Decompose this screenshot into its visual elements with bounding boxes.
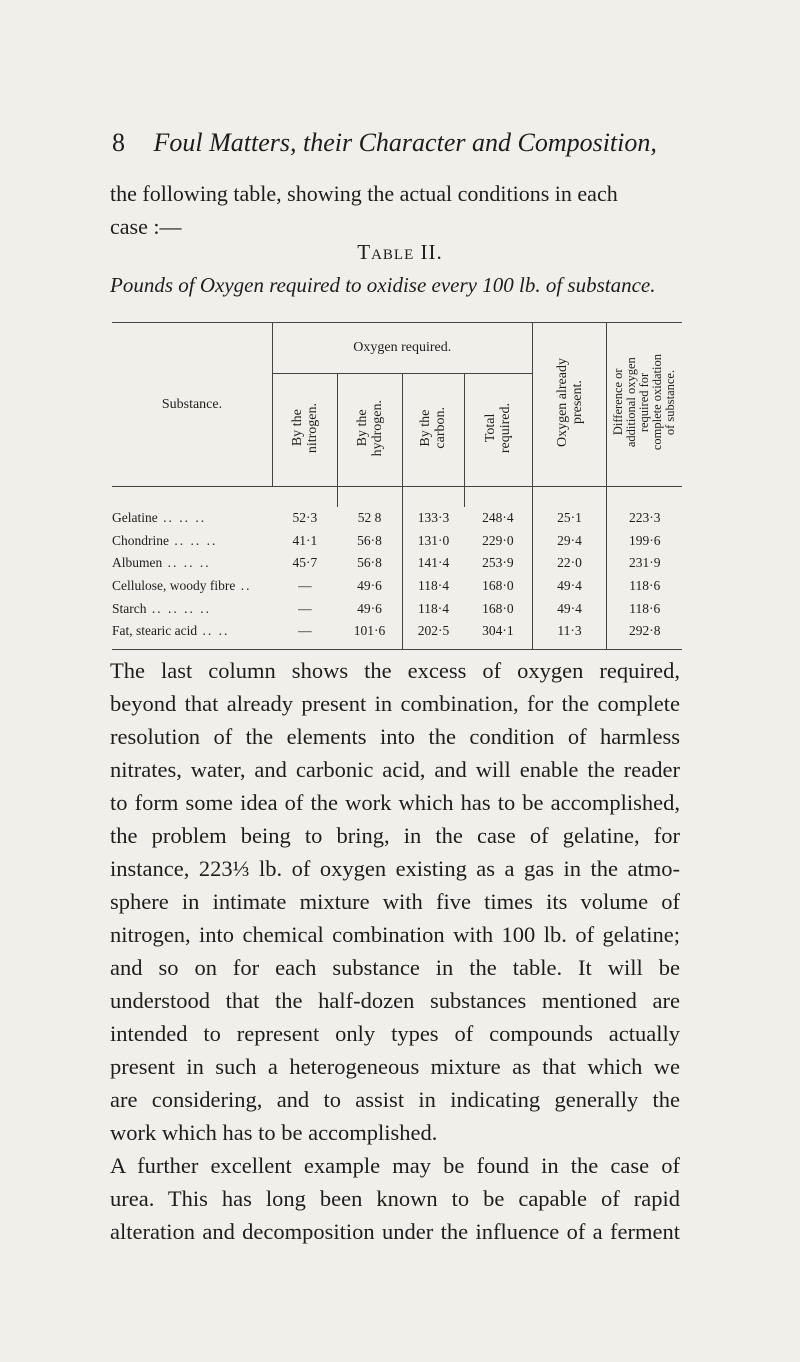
text-line: sphere in intimate mixture with five times its volume of xyxy=(110,889,680,914)
cell-hydrogen: 56·8 xyxy=(357,555,382,571)
cell-carbon: 131·0 xyxy=(402,530,464,553)
cell-present: 25·1 xyxy=(532,507,607,530)
cell-present: 49·4 xyxy=(532,597,607,620)
cell-difference: 292·8 xyxy=(607,620,682,649)
header-line: Total xyxy=(483,413,499,443)
body-text xyxy=(110,654,680,1248)
text-line: urea. This has long been known to be capable of rapid xyxy=(110,1186,680,1211)
header-line: By the xyxy=(354,409,370,447)
page-number: 8 xyxy=(112,128,125,157)
running-head xyxy=(112,128,657,158)
cell-present: 11·3 xyxy=(532,620,607,649)
cell-difference: 118·6 xyxy=(607,575,682,598)
cell-difference: 199·6 xyxy=(607,530,682,553)
cell-hydrogen: 56·8 xyxy=(357,532,382,548)
text-line: resolution of the elements into the condition of harmless xyxy=(110,724,680,749)
cell-present: 29·4 xyxy=(532,530,607,553)
cell-difference: 223·3 xyxy=(607,507,682,530)
cell-total: 168·0 xyxy=(482,600,514,616)
text-line: to form some idea of the work which has to be accomplished, xyxy=(110,790,680,815)
text-line: understood that the half-dozen substances mentioned are xyxy=(110,988,680,1013)
paragraph xyxy=(110,1149,680,1248)
table-row: Albumen .. .. .. 45·7 56·8 141·4 253·9 22·0 231·9 xyxy=(112,552,682,575)
header-by-carbon xyxy=(402,374,464,487)
header-substance: Substance. xyxy=(161,396,223,412)
text-line: The last column shows the excess of oxygen required, xyxy=(110,658,680,683)
intro-text xyxy=(110,177,670,243)
text-line: work which has to be accomplished. xyxy=(110,1120,438,1145)
cell-nitrogen: 41·1 xyxy=(292,532,318,548)
cell-carbon: 118·4 xyxy=(402,597,464,620)
cell-nitrogen: 45·7 xyxy=(292,555,318,571)
table-row: Starch .. .. .. .. — 49·6 118·4 168·0 49·4 118·6 xyxy=(112,597,682,620)
header-total-required xyxy=(464,374,532,487)
header-line: Difference or xyxy=(611,369,626,436)
table-row: Gelatine .. .. .. 52·3 52 8 133·3 248·4 25·1 223·3 xyxy=(112,507,682,530)
cell-hydrogen: 49·6 xyxy=(357,578,382,594)
cell-carbon: 141·4 xyxy=(402,552,464,575)
header-line: Oxygen already xyxy=(554,357,570,448)
cell-nitrogen: — xyxy=(298,623,312,639)
cell-substance: Gelatine xyxy=(112,510,158,526)
header-by-hydrogen xyxy=(337,374,402,487)
text-line: beyond that already present in combination, for the complete xyxy=(110,691,680,716)
header-line: required. xyxy=(498,402,514,454)
cell-total: 304·1 xyxy=(482,623,514,639)
text-line: A further excellent example may be found in the case of xyxy=(110,1153,680,1178)
cell-hydrogen: 101·6 xyxy=(353,623,386,639)
cell-total: 253·9 xyxy=(482,555,514,571)
table-label: Table II. xyxy=(357,240,443,264)
text-line: present in such a heterogeneous mixture as that which we xyxy=(110,1054,680,1079)
cell-carbon: 202·5 xyxy=(402,620,464,649)
cell-substance: Cellulose, woody fibre xyxy=(112,578,236,594)
cell-hydrogen: 52 8 xyxy=(357,510,382,526)
oxygen-table xyxy=(112,322,682,650)
cell-hydrogen: 49·6 xyxy=(357,600,382,616)
table-row: Cellulose, woody fibre .. — 49·6 118·4 168·0 49·4 118·6 xyxy=(112,575,682,598)
cell-nitrogen: — xyxy=(298,600,312,616)
cell-carbon: 118·4 xyxy=(402,575,464,598)
intro-line: case :— xyxy=(110,214,182,239)
cell-difference: 231·9 xyxy=(607,552,682,575)
cell-present: 22·0 xyxy=(532,552,607,575)
cell-difference: 118·6 xyxy=(607,597,682,620)
table-row: Fat, stearic acid .. .. — 101·6 202·5 304·1 11·3 292·8 xyxy=(112,620,682,649)
running-title: Foul Matters, their Character and Composition, xyxy=(153,128,657,157)
header-line: present. xyxy=(569,380,585,425)
text-line: and so on for each substance in the table. It will be xyxy=(110,955,680,980)
text-line: intended to represent only types of compounds actually xyxy=(110,1021,680,1046)
header-line: By the xyxy=(418,409,434,447)
header-line: additional oxygen xyxy=(624,357,639,448)
cell-substance: Starch xyxy=(112,600,147,616)
text-line: nitrates, water, and carbonic acid, and will enable the reader xyxy=(110,757,680,782)
text-line: the problem being to bring, in the case of gelatine, for xyxy=(110,823,680,848)
cell-total: 168·0 xyxy=(482,578,514,594)
cell-substance: Fat, stearic acid xyxy=(112,623,198,639)
cell-substance: Chondrine xyxy=(112,532,169,548)
cell-substance: Albumen xyxy=(112,555,163,571)
text-line: instance, 223⅓ lb. of oxygen existing as a gas in the atmo- xyxy=(110,856,680,881)
header-difference xyxy=(607,323,682,487)
header-line: required for xyxy=(637,372,652,433)
table-caption: Pounds of Oxygen required to oxidise every 100 lb. of substance. xyxy=(110,273,656,297)
paragraph xyxy=(110,654,680,1149)
header-line: of substance. xyxy=(663,369,678,436)
header-oxygen-required: Oxygen required. xyxy=(272,323,532,374)
header-line: hydrogen. xyxy=(369,399,385,457)
cell-total: 229·0 xyxy=(482,532,514,548)
header-oxygen-present xyxy=(532,323,607,487)
header-by-nitrogen xyxy=(272,374,337,487)
cell-nitrogen: — xyxy=(298,578,312,594)
table-row: Chondrine .. .. .. 41·1 56·8 131·0 229·0 29·4 199·6 xyxy=(112,530,682,553)
cell-carbon: 133·3 xyxy=(402,507,464,530)
header-line: carbon. xyxy=(433,407,449,449)
cell-present: 49·4 xyxy=(532,575,607,598)
text-line: are considering, and to assist in indicating generally the xyxy=(110,1087,680,1112)
text-line: alteration and decomposition under the influence of a ferment xyxy=(110,1219,680,1244)
header-line: By the xyxy=(289,409,305,447)
text-line: nitrogen, into chemical combination with 100 lb. of gelatine; xyxy=(110,922,680,947)
intro-line: the following table, showing the actual conditions in each xyxy=(110,181,618,206)
cell-nitrogen: 52·3 xyxy=(292,510,318,526)
header-line: complete oxidation xyxy=(650,354,665,451)
cell-total: 248·4 xyxy=(482,510,514,526)
header-line: nitrogen. xyxy=(304,402,320,454)
